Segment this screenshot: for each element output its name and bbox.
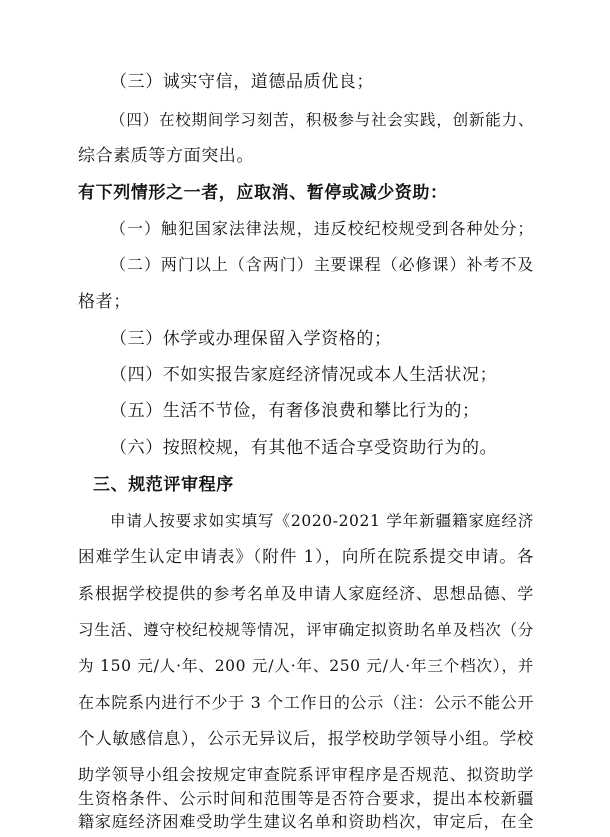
disqualification-item-1: （一）触犯国家法律法规，违反校纪校规受到各种处分；: [110, 219, 534, 238]
procedure-paragraph-line-9: 生资格条件、公示时间和范围等是否符合要求，提出本校新疆: [78, 789, 534, 808]
procedure-paragraph-line-4: 习生活、遵守校纪校规等情况，评审确定拟资助名单及档次（分: [78, 621, 534, 639]
procedure-paragraph-line-6: 在本院系内进行不少于 3 个工作日的公示（注：公示不能公开: [78, 693, 534, 712]
procedure-paragraph-line-8: 助学领导小组会按规定审查院系评审程序是否规范、拟资助学: [78, 765, 534, 784]
section-heading-3: 三、规范评审程序: [93, 475, 234, 495]
procedure-paragraph-line-2: 困难学生认定申请表》（附件 1），向所在院系提交申请。各: [78, 547, 534, 566]
disqualification-item-3: （三）休学或办理保留入学资格的；: [110, 329, 392, 349]
procedure-paragraph-line-7: 个人敏感信息），公示无异议后，报学校助学领导小组。学校: [78, 729, 534, 748]
criteria-item-4-line-2: 综合素质等方面突出。: [78, 146, 254, 166]
disqualification-item-4: （四）不如实报告家庭经济情况或本人生活状况；: [110, 365, 498, 385]
disqualification-heading: 有下列情形之一者，应取消、暂停或减少资助：: [78, 183, 448, 203]
disqualification-item-5: （五）生活不节俭，有奢侈浪费和攀比行为的；: [110, 401, 480, 421]
criteria-item-3: （三）诚实守信，道德品质优良；: [110, 72, 374, 92]
procedure-paragraph-line-10: 籍家庭经济困难受助学生建议名单和资助档次，审定后，在全: [78, 812, 534, 831]
procedure-paragraph-line-3: 系根据学校提供的参考名单及申请人家庭经济、思想品德、学: [78, 584, 534, 603]
disqualification-item-2-line-2: 格者；: [78, 292, 131, 312]
criteria-item-4-line-1: （四）在校期间学习刻苦，积极参与社会实践，创新能力、: [110, 111, 534, 129]
disqualification-item-6: （六）按照校规，有其他不适合享受资助行为的。: [110, 438, 498, 458]
disqualification-item-2-line-1: （二）两门以上（含两门）主要课程（必修课）补考不及: [110, 255, 534, 274]
procedure-paragraph-line-1: 申请人按要求如实填写《2020-2021 学年新疆籍家庭经济: [110, 512, 534, 530]
procedure-paragraph-line-5: 为 150 元/人·年、200 元/人·年、250 元/人·年三个档次），并: [78, 657, 534, 675]
